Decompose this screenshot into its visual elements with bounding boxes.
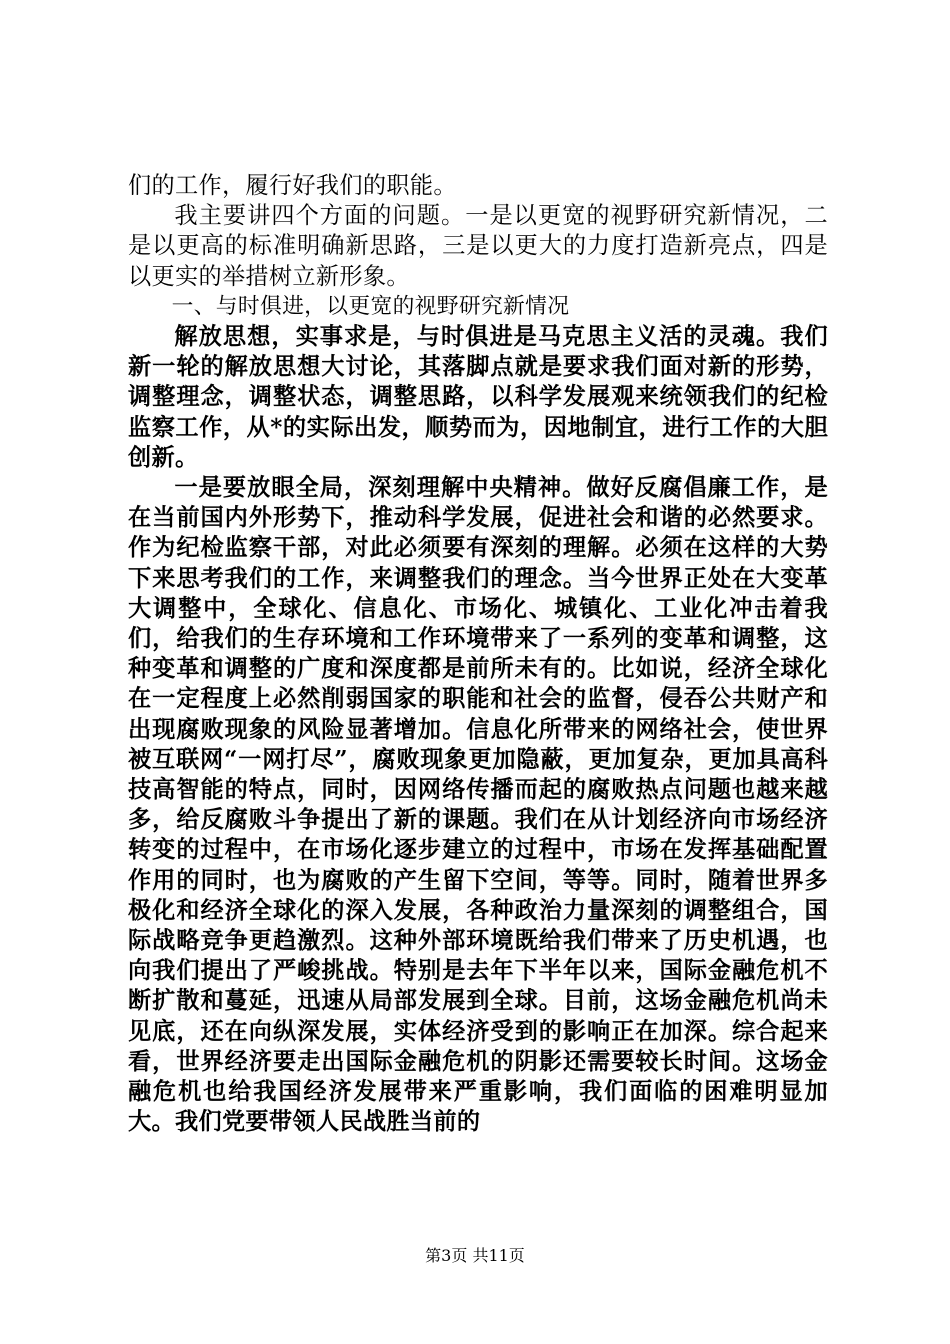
- paragraph-outline: 我主要讲四个方面的问题。一是以更宽的视野研究新情况，二是以更高的标准明确新思路，三是以更大的力度打造新亮点，四是以更实的举措树立新形象。: [128, 202, 828, 290]
- page-number-footer: 第3页 共11页: [425, 1246, 525, 1265]
- paragraph-continuation: 们的工作，履行好我们的职能。: [128, 172, 457, 199]
- document-body: [128, 171, 828, 1138]
- paragraph-global-view: 一是要放眼全局，深刻理解中央精神。做好反腐倡廉工作，是在当前国内外形势下，推动科学发展，促进社会和谐的必然要求。作为纪检监察干部，对此必须要有深刻的理解。必须在这样的大势下来思考我们的工作，来调整我们的理念。当今世界正处在大变革大调整中，全球化、信息化、市场化、城镇化、工业化冲击着我们，给我们的生存环境和工作环境带来了一系列的变革和调整，这种变革和调整的广度和深度都是前所未有的。比如说，经济全球化在一定程度上必然削弱国家的职能和社会的监督，侵吞公共财产和出现腐败现象的风险显著增加。信息化所带来的网络社会，使世界被互联网“一网打尽”，腐败现象更加隐蔽，更加复杂，更加具高科技高智能的特点，同时，因网络传播而起的腐败热点问题也越来越多，给反腐败斗争提出了新的课题。我们在从计划经济向市场经济转变的过程中，在市场化逐步建立的过程中，市场在发挥基础配置作用的同时，也为腐败的产生留下空间，等等。同时，随着世界多极化和经济全球化的深入发展，各种政治力量深刻的调整组合，国际战略竞争更趋激烈。这种外部环境既给我们带来了历史机遇，也向我们提出了严峻挑战。特别是去年下半年以来，国际金融危机不断扩散和蔓延，迅速从局部发展到全球。目前，这场金融危机尚未见底，还在向纵深发展，实体经济受到的影响正在加深。综合起来看，世界经济要走出国际金融危机的阴影还需要较长时间。这场金融危机也给我国经济发展带来严重影响，我们面临的困难明显加大。我们党要带领人民战胜当前的: [128, 474, 828, 1136]
- paragraph-emancipation: 解放思想，实事求是，与时俱进是马克思主义活的灵魂。我们新一轮的解放思想大讨论，其落脚点就是要求我们面对新的形势，调整理念，调整状态，调整思路，以科学发展观来统领我们的纪检监察工作，从*的实际出发，顺势而为，因地制宜，进行工作的大胆创新。: [128, 323, 828, 471]
- section-heading: 一、与时俱进，以更宽的视野研究新情况: [171, 293, 570, 319]
